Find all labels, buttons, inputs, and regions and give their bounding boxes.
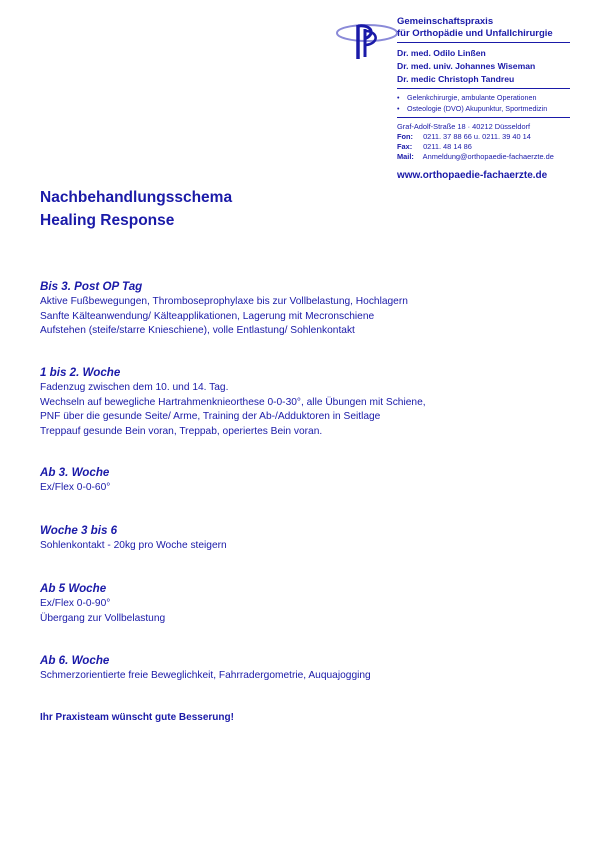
- closing-message: Ihr Praxisteam wünscht gute Besserung!: [40, 712, 234, 723]
- section-line: Übergang zur Vollbelastung: [40, 612, 166, 624]
- section-body: [40, 539, 227, 554]
- page-title: [40, 186, 232, 232]
- section-line: Aufstehen (steife/starre Knieschiene), volle Entlastung/ Sohlenkontakt: [40, 325, 355, 337]
- address: Graf-Adolf-Straße 18 · 40212 Düsseldorf: [397, 122, 531, 131]
- section-line: Fadenzug zwischen dem 10. und 14. Tag.: [40, 382, 229, 393]
- section-line: Ex/Flex 0-0-60°: [40, 482, 111, 493]
- mail-label: Mail:: [397, 152, 414, 161]
- doctor-name: Dr. medic Christoph Tandreu: [397, 74, 515, 84]
- section-body: [40, 381, 426, 439]
- section-line: Sohlenkontakt - 20kg pro Woche steigern: [40, 540, 227, 551]
- section-body: [40, 597, 165, 626]
- title-line1: Nachbehandlungsschema: [40, 189, 233, 206]
- section-heading: Ab 6. Woche: [40, 654, 110, 667]
- letterhead-divider: [397, 117, 570, 118]
- section-heading: 1 bis 2. Woche: [40, 366, 121, 379]
- phone-number: 0211. 37 88 66 u. 0211. 39 40 14: [423, 132, 531, 141]
- fax-label: Fax:: [397, 142, 413, 151]
- service-text: Osteologie (DVO) Akupunktur, Sportmedizin: [407, 104, 548, 113]
- practice-name-line2: für Orthopädie und Unfallchirurgie: [397, 28, 553, 39]
- mail-line: [397, 152, 554, 162]
- letterhead-divider: [397, 88, 570, 89]
- website-link[interactable]: www.orthopaedie-fachaerzte.de: [397, 170, 548, 181]
- section-line: Treppauf gesunde Bein voran, Treppab, operiertes Bein voran.: [40, 425, 323, 437]
- mail-link[interactable]: Anmeldung@orthopaedie-fachaerzte.de: [422, 152, 554, 161]
- service-item: [397, 103, 547, 114]
- section-body: [40, 481, 110, 496]
- section-body: [40, 295, 408, 339]
- fax-line: [397, 142, 472, 152]
- section-line: Ex/Flex 0-0-90°: [40, 598, 111, 609]
- doctor-name: Dr. med. Odilo Linßen: [397, 48, 486, 58]
- section-heading: Bis 3. Post OP Tag: [40, 280, 143, 293]
- section-line: PNF über die gesunde Seite/ Arme, Training der Ab-/Adduktoren in Seitlage: [40, 411, 381, 423]
- letterhead-divider: [397, 42, 570, 43]
- section-body: [40, 669, 371, 684]
- section-line: Schmerzorientierte freie Beweglichkeit, Fahrradergometrie, Auquajogging: [40, 670, 371, 681]
- doctor-name: Dr. med. univ. Johannes Wiseman: [397, 61, 536, 71]
- practice-name-line1: Gemeinschaftspraxis: [397, 16, 494, 27]
- section-heading: Woche 3 bis 6: [40, 524, 118, 537]
- bullet-icon: •: [397, 104, 400, 113]
- practice-logo-icon: [336, 17, 398, 61]
- bullet-icon: •: [397, 93, 400, 102]
- title-line2: Healing Response: [40, 212, 175, 229]
- service-text: Gelenkchirurgie, ambulante Operationen: [407, 93, 537, 102]
- section-line: Aktive Fußbewegungen, Thromboseprophylaxe bis zur Vollbelastung, Hochlagern: [40, 296, 408, 307]
- phone-label: Fon:: [397, 132, 414, 141]
- section-heading: Ab 3. Woche: [40, 466, 110, 479]
- fax-number: 0211. 48 14 86: [423, 142, 472, 151]
- section-line: Wechseln auf bewegliche Hartrahmenknieorthese 0-0-30°, alle Übungen mit Schiene,: [40, 396, 426, 408]
- service-item: [397, 92, 536, 103]
- section-line: Sanfte Kälteanwendung/ Kälteapplikationen, Lagerung mit Mecronschiene: [40, 310, 375, 322]
- phone-line: [397, 132, 531, 142]
- section-heading: Ab 5 Woche: [40, 582, 107, 595]
